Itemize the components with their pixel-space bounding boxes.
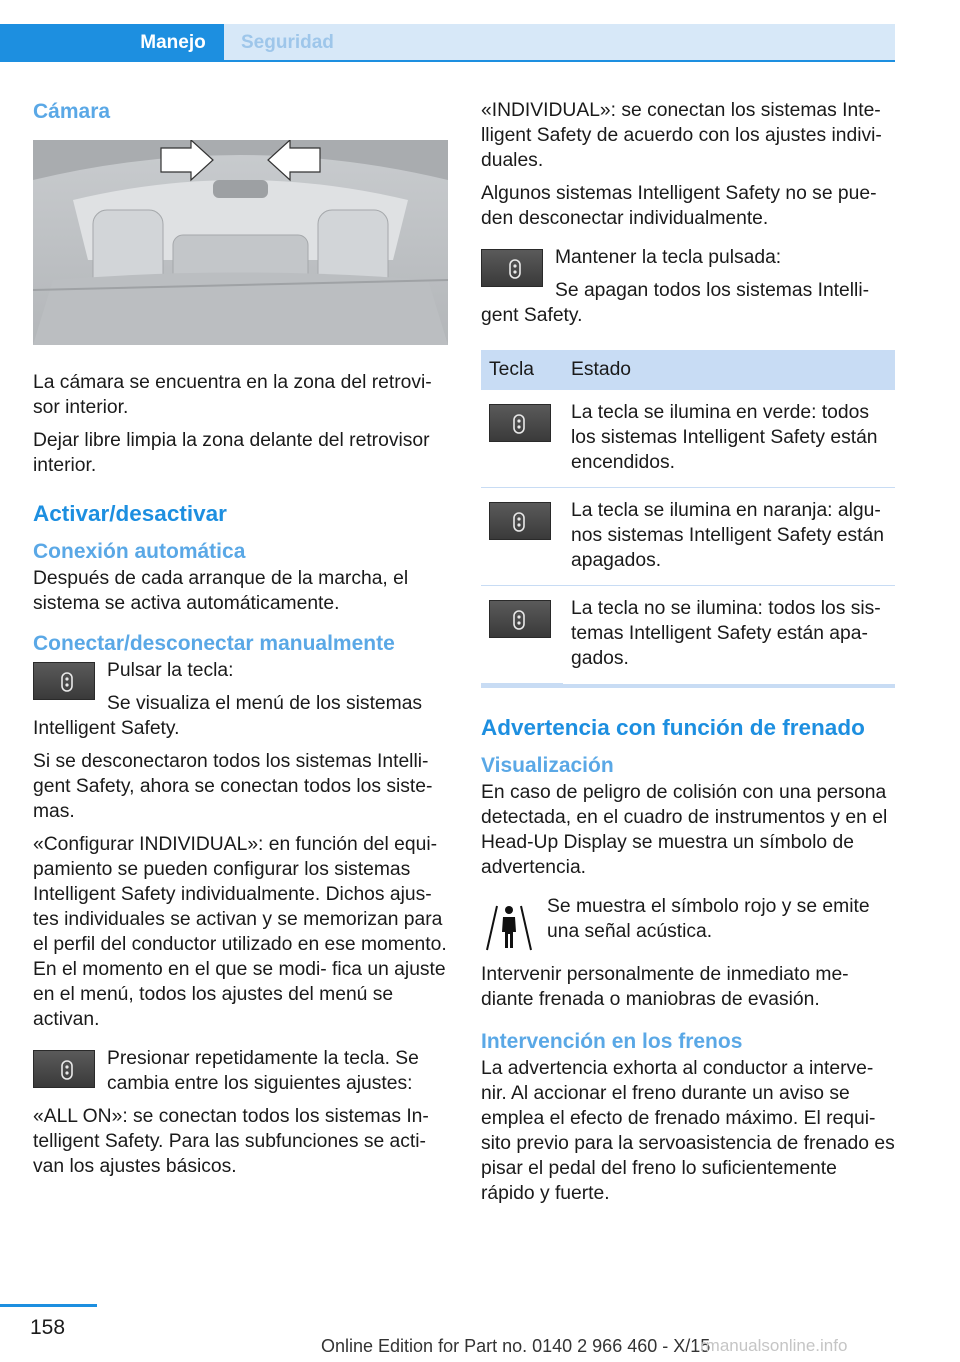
table-row xyxy=(481,488,895,586)
pedestrian-warning-icon xyxy=(481,896,537,952)
individual-paragraph: «INDIVIDUAL»: se conectan los sistemas Inte‐ lligent Safety de acuerdo con los ajustes indivi‐ duales. xyxy=(481,100,882,171)
table-cell-state: La tecla se ilumina en naranja: algu‐ nos sistemas Intelligent Safety están apagados. xyxy=(563,488,895,586)
press-repeat-text: Presionar repetidamente la tecla. Se cambia entre los siguientes ajustes: xyxy=(107,1048,419,1094)
auto-paragraph: Después de cada arranque de la marcha, el sistema se activa automáticamente. xyxy=(33,568,409,614)
table-bottom-rule xyxy=(481,684,895,688)
intelligent-safety-icon-off xyxy=(511,610,527,630)
camera-paragraph-1: La cámara se encuentra en la zona del retrovi‐ sor interior. xyxy=(33,372,432,418)
brake-intervention-title: Intervención en los frenos xyxy=(481,1029,743,1053)
key-off-button xyxy=(489,600,551,638)
table-row xyxy=(481,390,895,488)
menu-shown-text: Se visualiza el menú de los sistemas Intelligent Safety. xyxy=(33,693,423,739)
table-header-row xyxy=(481,350,895,390)
intervene-paragraph: Intervenir personalmente de inmediato me‐ diante frenada o maniobras de evasión. xyxy=(481,963,849,1010)
press-key-text: Pulsar la tecla: xyxy=(107,660,234,681)
press-key-block xyxy=(33,658,448,749)
tab-manejo[interactable]: Manejo xyxy=(122,24,224,62)
camera-location-image xyxy=(33,140,448,345)
table-cell-key xyxy=(481,390,563,488)
table-header-state: Estado xyxy=(563,350,895,390)
table-cell-key xyxy=(481,586,563,684)
display-title: Visualización xyxy=(481,753,614,777)
auto-title: Conexión automática xyxy=(33,540,246,563)
key-state-table xyxy=(481,350,895,684)
manual-paragraph-1: Si se desconectaron todos los sistemas Intelli‐ gent Safety, ahora se conectan todos los siste‐ mas. xyxy=(33,751,433,822)
key-orange-button xyxy=(489,502,551,540)
table-cell-key xyxy=(481,488,563,586)
camera-title: Cámara xyxy=(33,100,111,123)
header-tabbar xyxy=(0,24,895,62)
activate-title: Activar/desactivar xyxy=(33,501,227,526)
brake-intervention-paragraph: La advertencia exhorta al conductor a interve‐ nir. Al accionar el freno durante un aviso se emplea el efecto de frenado máximo. El requi‐ sito previo para la servoasistencia de frenado es pisar el pedal del freno lo suficientemente rápido y fuerte. xyxy=(481,1057,895,1204)
all-on-paragraph: «ALL ON»: se conectan todos los sistemas In‐ telligent Safety. Para las subfunciones se acti‐ van los ajustes básicos. xyxy=(33,1106,429,1177)
red-symbol-text: Se muestra el símbolo rojo y se emite una señal acústica. xyxy=(547,895,870,942)
page-number: 158 xyxy=(30,1316,66,1339)
intelligent-safety-icon-orange xyxy=(511,512,527,532)
footer-accent-line xyxy=(0,1304,97,1307)
right-column xyxy=(481,98,895,1214)
table-cell-state: La tecla no se ilumina: todos los sis‐ temas Intelligent Safety están apa‐ gados. xyxy=(571,598,881,669)
all-off-text: Se apagan todos los sistemas Intelli‐ gent Safety. xyxy=(481,280,870,326)
brake-warning-title: Advertencia con función de frenado xyxy=(481,714,865,740)
tab-seguridad[interactable] xyxy=(224,24,895,62)
tab-seguridad-label: Seguridad xyxy=(241,32,334,53)
tab-left-block xyxy=(0,24,122,62)
tab-underline xyxy=(224,60,895,62)
watermark-text: rmanualsonline.info xyxy=(700,1336,848,1355)
edition-text: Online Edition for Part no. 0140 2 966 460 - X/15 xyxy=(321,1336,711,1356)
intelligent-safety-icon-3 xyxy=(507,259,523,279)
intelligent-safety-button-3 xyxy=(481,249,543,287)
table-header-key: Tecla xyxy=(481,350,563,390)
red-symbol-block xyxy=(481,894,895,956)
cannot-disable-paragraph: Algunos sistemas Intelligent Safety no se pue‐ den desconectar individualmente. xyxy=(481,183,877,229)
key-green-button xyxy=(489,404,551,442)
camera-paragraph-2: Dejar libre limpia la zona delante del retrovisor interior. xyxy=(33,430,430,476)
intelligent-safety-button xyxy=(33,662,95,700)
intelligent-safety-button-2 xyxy=(33,1050,95,1088)
left-column xyxy=(33,98,448,1187)
table-cell-state: La tecla se ilumina en verde: todos los sistemas Intelligent Safety están encendidos. xyxy=(563,390,895,488)
intelligent-safety-icon-2 xyxy=(59,1060,75,1080)
table-row xyxy=(481,586,895,684)
hold-key-text: Mantener la tecla pulsada: xyxy=(555,247,782,268)
hold-key-block xyxy=(481,245,895,336)
display-paragraph: En caso de peligro de colisión con una persona detectada, en el cuadro de instrumentos y en el Head-Up Display se muestra un símbolo de advertencia. xyxy=(481,781,888,878)
manual-title: Conectar/desconectar manualmente xyxy=(33,632,395,655)
press-repeat-block xyxy=(33,1046,448,1104)
intelligent-safety-icon-green xyxy=(511,414,527,434)
manual-paragraph-2: «Configurar INDIVIDUAL»: en función del equi‐ pamiento se pueden configurar los sistemas Intelligent Safety individualmente. Dichos ajus‐ tes individuales se activan y se memorizan para el perfil del conductor utilizado en ese momento. En el momento en el que se modi‐ fica un ajuste en el menú, todos los ajustes del menú se activan. xyxy=(33,834,447,1030)
intelligent-safety-icon xyxy=(59,672,75,692)
